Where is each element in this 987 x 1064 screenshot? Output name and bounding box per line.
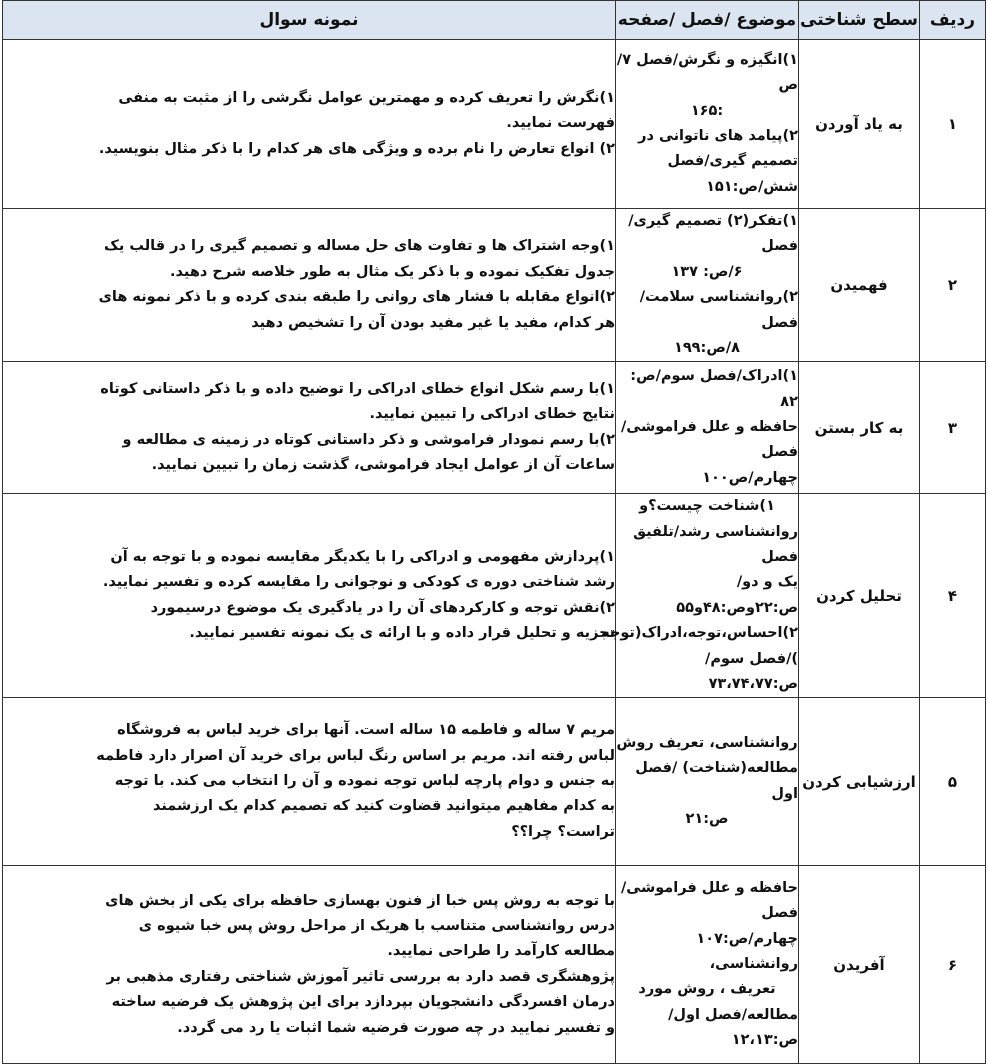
row-number: ۲ xyxy=(920,209,986,362)
cognitive-level: ارزشیابی کردن xyxy=(799,698,920,866)
question-line: با توجه به روش پس خبا از فنون بهسازی حافظه برای یکی از بخش های xyxy=(105,892,615,909)
cognitive-level: فهمیدن xyxy=(799,209,920,362)
question-table xyxy=(2,0,986,1064)
topic-line: روانشناسی، تعریف روش xyxy=(616,735,798,751)
question-line: لباس رفته اند. مریم بر اساس رنگ لباس برای خرید آن اصرار دارد فاطمه xyxy=(96,747,615,764)
question-line: مطالعه کارآمد را طراحی نمایید. xyxy=(387,943,615,960)
row-number: ۵ xyxy=(920,698,986,866)
question-line: مریم ۷ ساله و فاطمه ۱۵ ساله است. آنها برای خرید لباس به فروشگاه xyxy=(117,722,615,739)
header-topic: موضوع /فصل /صفحه xyxy=(616,1,799,40)
row-number: ۱ xyxy=(920,40,986,209)
table-row xyxy=(3,40,986,209)
question-cell xyxy=(3,866,616,1064)
question-cell xyxy=(3,494,616,698)
header-cognitive-level: سطح شناختی xyxy=(799,1,920,40)
topic-line: ۶/ص: ۱۳۷ xyxy=(671,263,743,280)
question-line: پژوهشگری قصد دارد به بررسی تاثیر آموزش شناختی رفتاری مذهبی بر xyxy=(106,968,615,985)
topic-cell xyxy=(616,866,799,1064)
row-number: ۶ xyxy=(920,866,986,1064)
topic-line: ۲)پیامد های ناتوانی در xyxy=(638,128,798,144)
row-number: ۴ xyxy=(920,494,986,698)
question-line: ۲)انواع مقابله با فشار های روانی را طبقه بندی کرده و با ذکر نمونه های xyxy=(98,289,615,306)
topic-line: تعریف ، روش مورد xyxy=(638,981,776,998)
question-line: فهرست نمایید. xyxy=(506,115,615,132)
question-line: تراست؟ چرا؟؟ xyxy=(511,823,615,840)
topic-cell xyxy=(616,698,799,866)
question-line: هر کدام، مفید یا غیر مفید بودن آن را تشخیص دهید xyxy=(251,314,615,331)
table-row xyxy=(3,362,986,494)
question-cell xyxy=(3,209,616,362)
question-line: ۱)وجه اشتراک ها و تفاوت های حل مساله و تصمیم گیری را در قالب یک xyxy=(104,238,615,255)
topic-line: چهارم/ص:۱۰۷ روانشناسی، xyxy=(696,930,798,973)
question-line: ۱)پردازش مفهومی و ادراکی را با یکدیگر مقایسه نموده و با توجه به آن xyxy=(110,549,615,565)
question-line: ساعات آن از عوامل ایجاد فراموشی، گذشت زمان را تبیین نمایید. xyxy=(151,457,615,474)
table-row xyxy=(3,866,986,1064)
question-cell xyxy=(3,40,616,209)
topic-line: یک و دو/ص:۲۲وص:۴۸و۵۵ xyxy=(676,574,798,616)
topic-cell xyxy=(616,209,799,362)
topic-line: ۲)احساس،توجه،ادراک(توجه xyxy=(601,625,798,642)
table-row xyxy=(3,494,986,698)
topic-line: ۸/ص:۱۹۹ xyxy=(673,339,741,356)
question-line: ۲) انواع تعارض را نام برده و ویژگی های هر کدام را با ذکر مثال بنویسید. xyxy=(98,140,615,157)
topic-cell xyxy=(616,40,799,209)
topic-line: شش/ص:۱۵۱ xyxy=(706,178,798,195)
question-line: رشد شناختی دوره ی کودکی و نوجوانی را مقایسه کرده و تفسیر نمایید. xyxy=(102,574,615,591)
question-line: تجزیه و تحلیل قرار داده و با ارائه ی یک نمونه تفسیر نمایید. xyxy=(189,625,615,642)
topic-line: حافظه و علل فراموشی/فصل xyxy=(620,419,798,461)
topic-line: )/فصل سوم/ص:۷۳،۷۴،۷۷ xyxy=(705,650,798,692)
topic-line: ۲)روانشناسی سلامت/فصل xyxy=(639,289,798,331)
question-line: نتایج خطای ادراکی را تبیین نمایید. xyxy=(369,406,615,423)
cognitive-level: به کار بستن xyxy=(799,362,920,494)
cognitive-level: به یاد آوردن xyxy=(799,40,920,209)
cognitive-level: آفریدن xyxy=(799,866,920,1064)
topic-line: ۱)انگیزه و نگرش/فصل ۷/ص xyxy=(616,51,798,94)
question-line: ۱)نگرش را تعریف کرده و مهمترین عوامل نگرشی را از مثبت به منفی xyxy=(118,89,615,106)
topic-line: حافظه و علل فراموشی/فصل xyxy=(620,879,798,922)
header-sample-question: نمونه سوال xyxy=(3,1,616,40)
question-line: جدول تفکیک نموده و با ذکر یک مثال به طور خلاصه شرح دهید. xyxy=(170,263,615,280)
topic-cell xyxy=(616,362,799,494)
question-line: ۲)نقش توجه و کارکردهای آن را در یادگیری یک موضوع درسیمورد xyxy=(150,599,615,616)
topic-line: چهارم/ص۱۰۰ xyxy=(702,469,798,486)
topic-line: ۱)شناخت چیست؟و xyxy=(639,498,775,515)
header-row-number: ردیف xyxy=(920,1,986,40)
topic-line: ص:۲۱ xyxy=(685,811,729,828)
question-line: به جنس و دوام پارچه لباس توجه نموده و آن را انتخاب می کند. با توجه xyxy=(114,773,615,790)
topic-line: تصمیم گیری/فصل xyxy=(667,153,798,170)
row-number: ۳ xyxy=(920,362,986,494)
question-line: و تفسیر نمایید در چه صورت فرضیه شما اثبات یا رد می گردد. xyxy=(177,1019,615,1036)
topic-line: روانشناسی رشد/تلفیق فصل xyxy=(633,523,798,565)
header-row xyxy=(3,1,986,40)
topic-cell xyxy=(601,494,799,698)
question-line: به کدام مفاهیم میتوانید قضاوت کنید که تصمیم کدام یک ارزشمند xyxy=(152,798,615,815)
question-line: ۲)با رسم نمودار فراموشی و ذکر داستانی کوتاه در زمینه ی مطالعه و xyxy=(122,431,615,448)
question-line: درس روانشناسی متناسب با هریک از مراحل روش پس خبا شیوه ی xyxy=(138,918,615,934)
topic-line: مطالعه/فصل اول/ص:۱۲،۱۳ xyxy=(668,1006,798,1049)
question-line: درمان افسردگی دانشجویان بپردازد برای این پژوهش یک فرضیه ساخته xyxy=(111,994,615,1011)
topic-line: ۱)ادراک/فصل سوم/ص: ۸۲ xyxy=(630,368,798,410)
question-cell xyxy=(3,362,616,494)
topic-line: ۱)تفکر(۲) تصمیم گیری/فصل xyxy=(628,213,798,255)
table-row xyxy=(3,209,986,362)
topic-line: :۱۶۵ xyxy=(690,102,724,119)
topic-line: مطالعه(شناخت) /فصل اول xyxy=(635,760,798,802)
table-row xyxy=(3,698,986,866)
question-cell xyxy=(3,698,616,866)
question-line: ۱)با رسم شکل انواع خطای ادراکی را توضیح داده و با ذکر داستانی کوتاه xyxy=(100,381,615,397)
cognitive-level: تحلیل کردن xyxy=(799,494,920,698)
